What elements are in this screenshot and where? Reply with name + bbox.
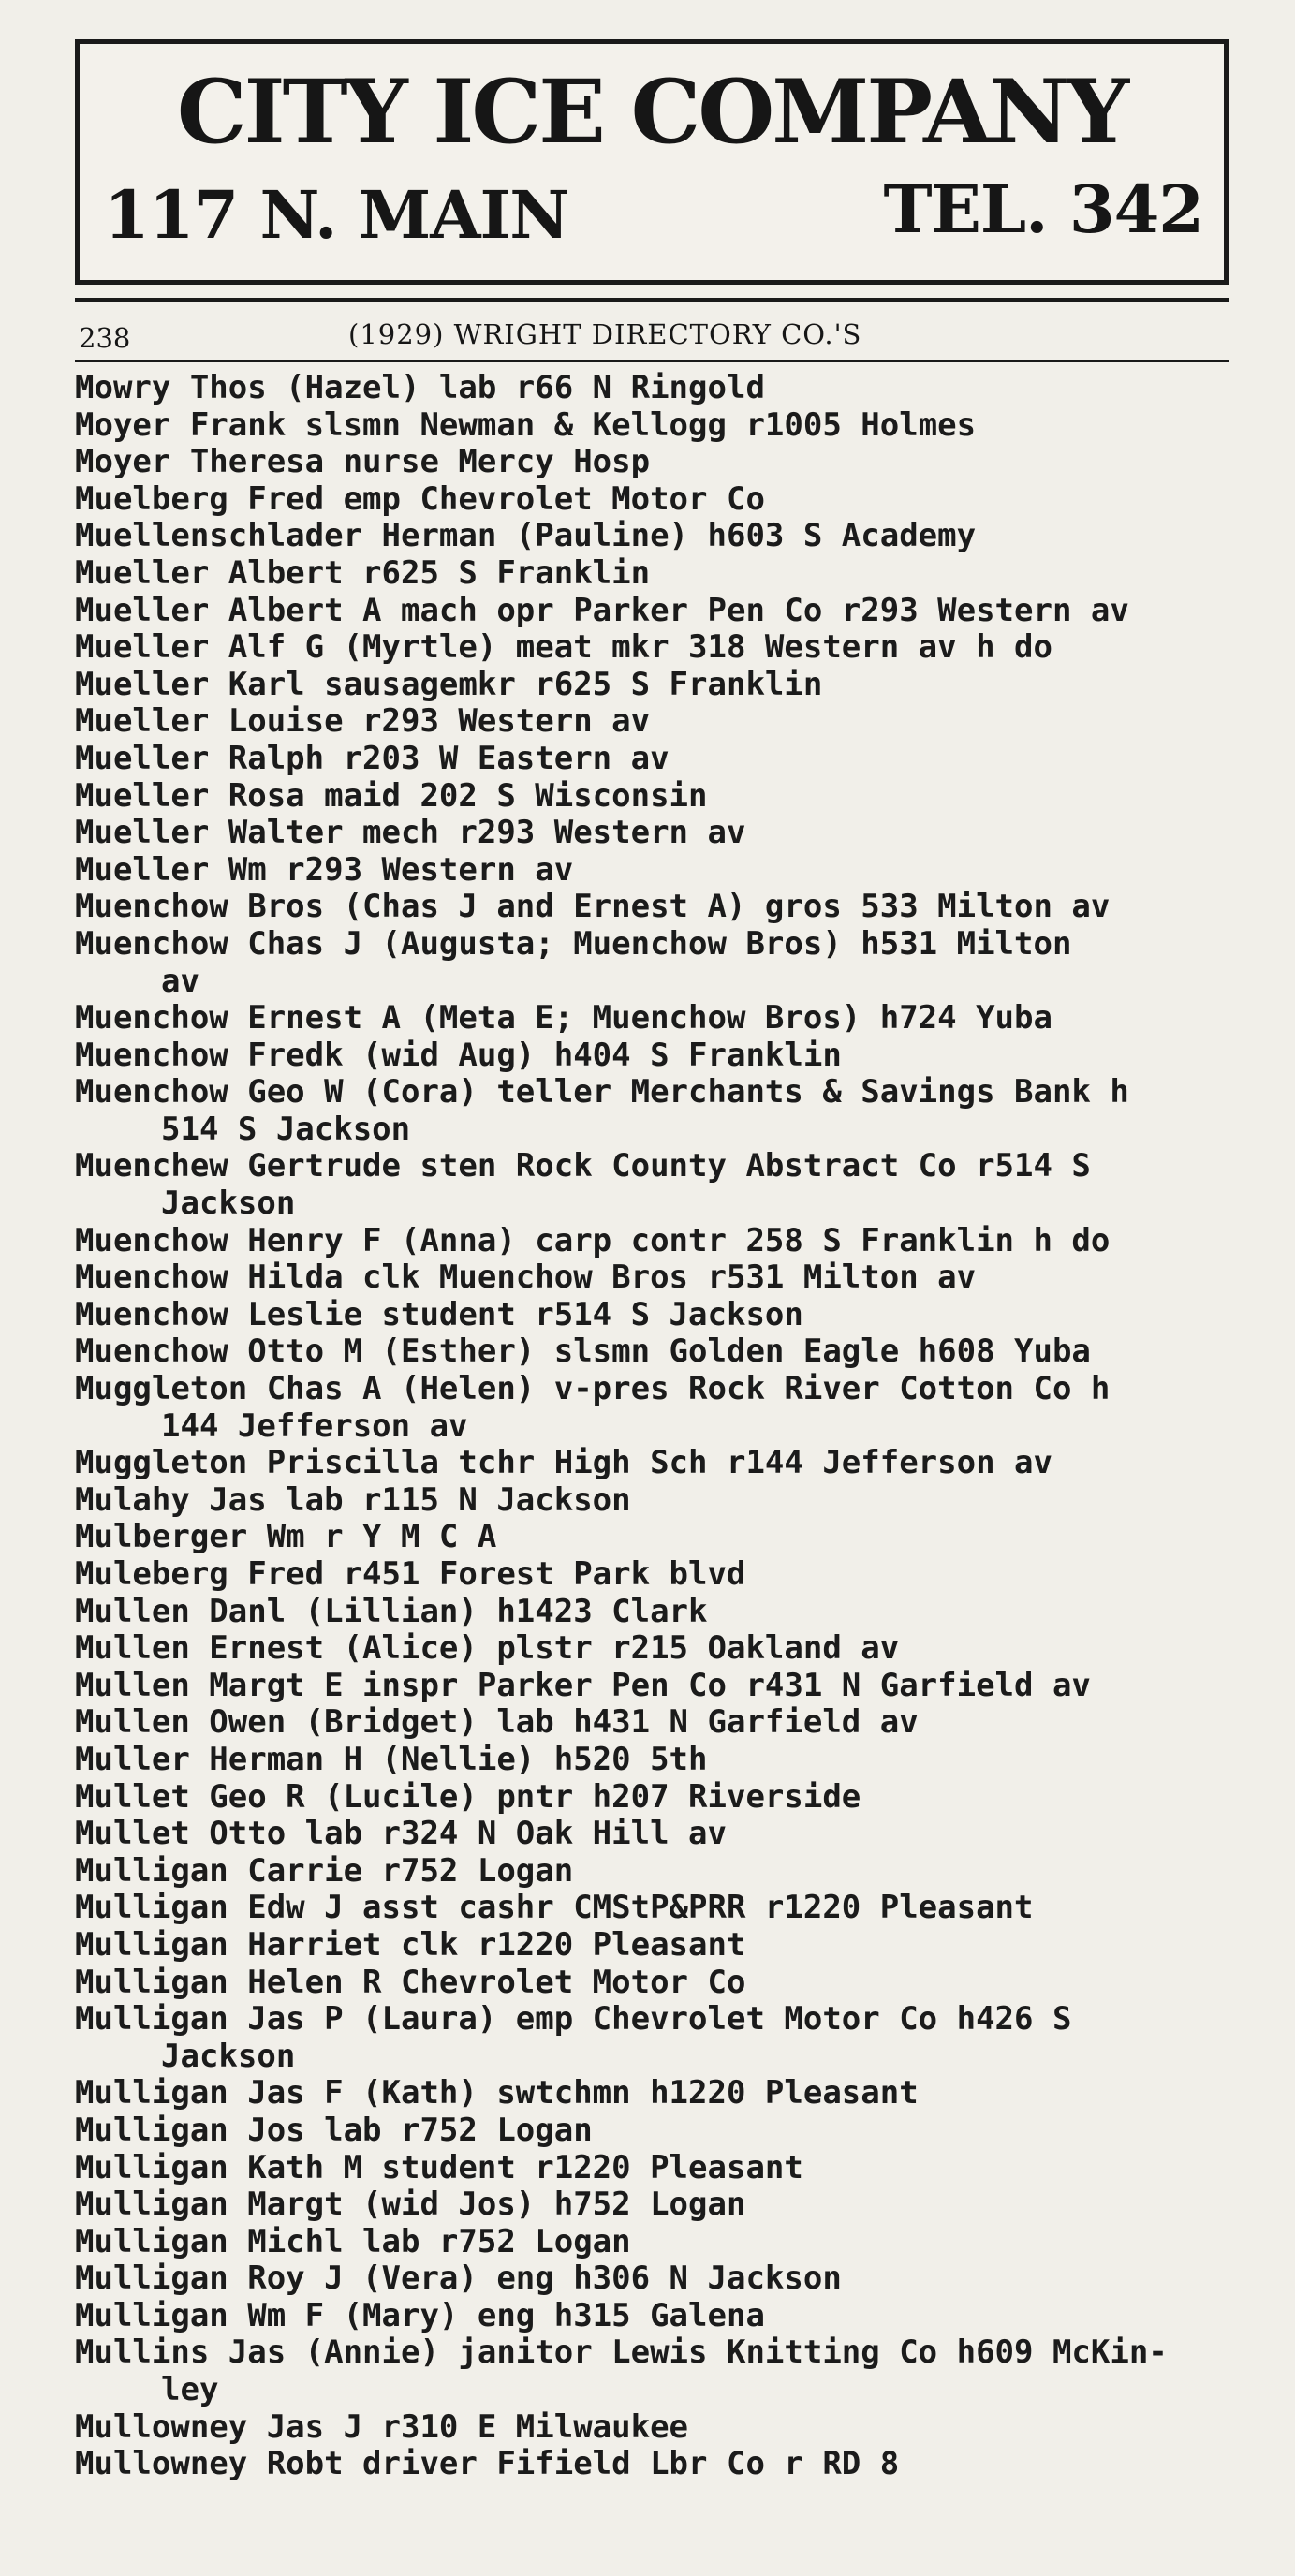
directory-entry-text: Mueller Wm r293 Western av (75, 850, 574, 889)
directory-entry (75, 629, 1255, 667)
directory-entry-text: Muelberg Fred emp Chevrolet Motor Co (75, 479, 765, 518)
directory-entry (75, 2409, 1255, 2447)
directory-entry (75, 1742, 1255, 1779)
directory-entry-text: Mueller Albert r625 S Franklin (75, 553, 651, 592)
directory-entry-text: Mowry Thos (Hazel) lab r66 N Ringold (75, 369, 765, 406)
page-header (79, 312, 1229, 357)
directory-entry-text: Muenchow Leslie student r514 S Jackson (75, 1295, 803, 1333)
directory-entry (75, 852, 1255, 890)
directory-entry-text: Muenchow Ernest A (Meta E; Muenchow Bros) h724 Yuba (75, 999, 1052, 1038)
running-head: (1929) WRIGHT DIRECTORY CO.'S (348, 318, 862, 350)
directory-entry-text: Muenchow Chas J (Augusta; Muenchow Bros) h531 Milton (75, 924, 1072, 963)
directory-entry (75, 1333, 1255, 1371)
directory-entry-text: Mulligan Kath M student r1220 Pleasant (75, 2148, 803, 2186)
directory-entry (75, 2001, 1255, 2075)
directory-entry-text: Mueller Louise r293 Western av (75, 702, 651, 741)
directory-entry (75, 481, 1255, 519)
directory-entry (75, 667, 1255, 704)
directory-entry (75, 1259, 1255, 1297)
directory-entry (75, 815, 1255, 852)
directory-entry-text: Mullet Geo R (Lucile) pntr h207 Riverside (75, 1777, 861, 1816)
directory-entry (75, 1445, 1255, 1482)
directory-entry (75, 2446, 1255, 2483)
directory-entry (75, 1704, 1255, 1742)
directory-entry (75, 1965, 1255, 2002)
directory-entry (75, 1148, 1255, 1222)
advertisement-bottom-rule (75, 298, 1229, 302)
directory-entry-text: Mueller Alf G (Myrtle) meat mkr 318 Western av h do (75, 628, 1052, 667)
directory-entry (75, 2298, 1255, 2335)
directory-entry-continuation: 514 S Jackson (161, 1110, 411, 1148)
directory-entry-continuation: ley (161, 2371, 219, 2409)
directory-entry (75, 1482, 1255, 1520)
directory-entry-continuation: av (161, 962, 199, 1000)
directory-entry-text: Mueller Karl sausagemkr r625 S Franklin (75, 665, 823, 703)
directory-entry (75, 1668, 1255, 1705)
directory-entry (75, 444, 1255, 481)
directory-entry (75, 407, 1255, 445)
directory-entry-text: Mullen Danl (Lillian) h1423 Clark (75, 1592, 708, 1630)
directory-entry-text: Mulligan Harriet clk r1220 Pleasant (75, 1925, 746, 1964)
directory-entry (75, 926, 1255, 1000)
header-rule (75, 360, 1229, 362)
directory-entry-text: Moyer Frank slsmn Newman & Kellogg r1005 Holmes (75, 405, 977, 444)
directory-entry-text: Mulligan Jas P (Laura) emp Chevrolet Motor Co h426 S (75, 2000, 1072, 2039)
directory-entry-text: Muenchow Fredk (wid Aug) h404 S Franklin (75, 1036, 842, 1074)
directory-entry (75, 1816, 1255, 1853)
directory-entry-continuation: Jackson (161, 1185, 296, 1223)
directory-entry-text: Mullowney Jas J r310 E Milwaukee (75, 2407, 689, 2446)
directory-entry-text: Mulligan Carrie r752 Logan (75, 1851, 574, 1890)
directory-entry (75, 1630, 1255, 1668)
directory-entry (75, 1927, 1255, 1965)
directory-entry (75, 1223, 1255, 1260)
directory-entry-text: Muenchew Gertrude sten Rock County Abstract Co r514 S (75, 1147, 1091, 1185)
directory-entry-text: Mullins Jas (Annie) janitor Lewis Knitting Co h609 McKin- (75, 2333, 1168, 2372)
directory-entry (75, 1371, 1255, 1445)
advertisement-box (75, 39, 1229, 285)
directory-entry-text: Mullet Otto lab r324 N Oak Hill av (75, 1815, 727, 1853)
directory-entry-text: Mulligan Helen R Chevrolet Motor Co (75, 1963, 746, 2001)
directory-entry (75, 370, 1255, 407)
directory-entry-text: Muleberg Fred r451 Forest Park blvd (75, 1555, 746, 1593)
directory-entry (75, 1000, 1255, 1038)
directory-entry-continuation: 144 Jefferson av (161, 1406, 468, 1445)
directory-entry-text: Moyer Theresa nurse Mercy Hosp (75, 443, 651, 481)
directory-entry-text: Muggleton Chas A (Helen) v-pres Rock River Cotton Co h (75, 1370, 1111, 1408)
directory-entry (75, 518, 1255, 555)
directory-entry (75, 593, 1255, 630)
directory-entry-text: Mulligan Jos lab r752 Logan (75, 2111, 593, 2149)
directory-entry (75, 1890, 1255, 1927)
directory-entry-continuation: Jackson (161, 2037, 296, 2075)
directory-entry (75, 1853, 1255, 1891)
directory-entry-text: Muenchow Henry F (Anna) carp contr 258 S Franklin h do (75, 1221, 1111, 1259)
directory-entry (75, 1556, 1255, 1594)
directory-entry-text: Mueller Ralph r203 W Eastern av (75, 739, 670, 777)
directory-entry (75, 1594, 1255, 1631)
directory-entry-text: Mulberger Wm r Y M C A (75, 1518, 497, 1556)
directory-entry-list (75, 370, 1255, 2483)
directory-entry (75, 1297, 1255, 1334)
directory-entry-text: Mullowney Robt driver Fifield Lbr Co r RD 8 (75, 2445, 900, 2483)
directory-entry-text: Muller Herman H (Nellie) h520 5th (75, 1740, 708, 1778)
advertisement-phone: TEL. 342 (883, 170, 1203, 248)
directory-entry-text: Muenchow Bros (Chas J and Ernest A) gros 533 Milton av (75, 888, 1111, 926)
directory-entry (75, 778, 1255, 816)
directory-entry-text: Mulligan Wm F (Mary) eng h315 Galena (75, 2296, 765, 2334)
advertisement-address: 117 N. MAIN (104, 176, 569, 254)
directory-entry-text: Muenchow Otto M (Esther) slsmn Golden Eagle h608 Yuba (75, 1332, 1091, 1371)
directory-entry (75, 741, 1255, 778)
directory-entry-text: Mullen Owen (Bridget) lab h431 N Garfield av (75, 1703, 919, 1742)
directory-entry (75, 2112, 1255, 2150)
directory-entry (75, 2150, 1255, 2187)
directory-entry (75, 889, 1255, 926)
directory-entry (75, 2260, 1255, 2298)
directory-entry-text: Mulligan Jas F (Kath) swtchmn h1220 Pleasant (75, 2074, 919, 2112)
directory-entry-text: Mulahy Jas lab r115 N Jackson (75, 1480, 631, 1519)
directory-entry (75, 703, 1255, 741)
directory-entry-text: Muenchow Geo W (Cora) teller Merchants & Savings Bank h (75, 1073, 1129, 1111)
directory-entry (75, 1038, 1255, 1075)
page-number: 238 (79, 322, 131, 354)
directory-entry-text: Muellenschlader Herman (Pauline) h603 S Academy (75, 517, 977, 555)
directory-entry (75, 2075, 1255, 2112)
directory-entry (75, 1074, 1255, 1148)
directory-entry-text: Mulligan Michl lab r752 Logan (75, 2222, 631, 2260)
directory-entry-text: Mueller Albert A mach opr Parker Pen Co r293 Western av (75, 591, 1129, 629)
directory-entry-text: Mulligan Roy J (Vera) eng h306 N Jackson (75, 2260, 842, 2298)
directory-entry-text: Mueller Walter mech r293 Western av (75, 814, 746, 852)
directory-entry-text: Mulligan Margt (wid Jos) h752 Logan (75, 2186, 746, 2224)
directory-entry (75, 1519, 1255, 1556)
directory-entry (75, 1779, 1255, 1817)
directory-entry-text: Mullen Ernest (Alice) plstr r215 Oakland av (75, 1629, 900, 1668)
directory-entry (75, 2186, 1255, 2224)
directory-entry-text: Mulligan Edw J asst cashr CMStP&PRR r1220 Pleasant (75, 1889, 1034, 1927)
directory-entry-text: Muggleton Priscilla tchr High Sch r144 Jefferson av (75, 1444, 1052, 1482)
directory-entry (75, 2334, 1255, 2408)
directory-entry-text: Muenchow Hilda clk Muenchow Bros r531 Milton av (75, 1259, 977, 1297)
directory-entry-text: Mueller Rosa maid 202 S Wisconsin (75, 776, 708, 815)
directory-entry-text: Mullen Margt E inspr Parker Pen Co r431 N Garfield av (75, 1666, 1091, 1704)
directory-entry (75, 555, 1255, 593)
advertisement-company-name: CITY ICE COMPANY (176, 61, 1127, 164)
directory-entry (75, 2224, 1255, 2261)
